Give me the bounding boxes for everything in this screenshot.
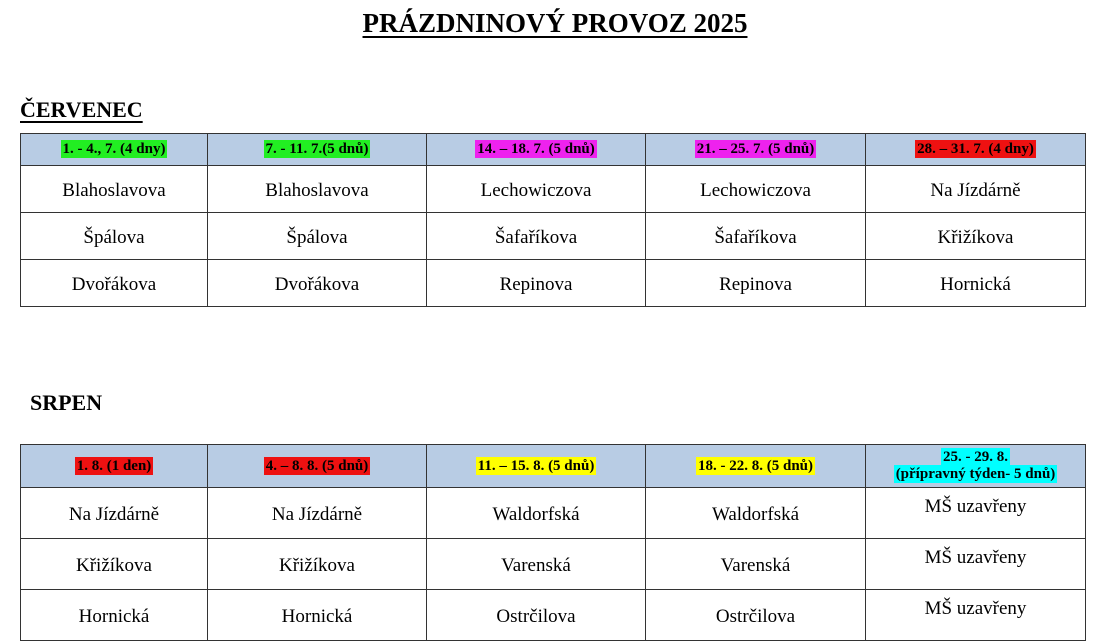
date-range-label: 18. - 22. 8. (5 dnů) xyxy=(697,457,813,474)
closed-cell: MŠ uzavřeny xyxy=(866,488,1086,539)
date-range-label: 28. – 31. 7. (4 dny) xyxy=(917,141,1034,157)
school-cell: Šafaříkova xyxy=(427,213,646,260)
school-cell: Repinova xyxy=(427,260,646,307)
school-cell: Křižíkova xyxy=(208,539,427,590)
school-cell: Křižíkova xyxy=(866,213,1086,260)
column-header xyxy=(21,445,208,488)
date-range-label: 1. - 4., 7. (4 dny) xyxy=(62,141,166,157)
school-cell: Varenská xyxy=(427,539,646,590)
school-cell: Blahoslavova xyxy=(208,166,427,213)
school-cell: Špálova xyxy=(21,213,208,260)
date-range-label: 14. – 18. 7. (5 dnů) xyxy=(477,141,595,157)
table-row xyxy=(21,488,1086,539)
school-cell: Ostrčilova xyxy=(427,590,646,641)
column-header xyxy=(427,445,646,488)
school-cell: Lechowiczova xyxy=(427,166,646,213)
table-row xyxy=(21,260,1086,307)
table-row xyxy=(21,213,1086,260)
column-header xyxy=(866,445,1086,488)
school-cell: Waldorfská xyxy=(427,488,646,539)
column-header xyxy=(21,134,208,166)
column-header xyxy=(208,445,427,488)
table-row xyxy=(21,539,1086,590)
column-header xyxy=(866,134,1086,166)
closed-cell: MŠ uzavřeny xyxy=(866,590,1086,641)
school-cell: Blahoslavova xyxy=(21,166,208,213)
date-range-label: 7. - 11. 7.(5 dnů) xyxy=(265,141,369,157)
document-title: PRÁZDNINOVÝ PROVOZ 2025 xyxy=(362,8,748,38)
closed-cell: MŠ uzavřeny xyxy=(866,539,1086,590)
table-row xyxy=(21,590,1086,641)
date-range-label: 1. 8. (1 den) xyxy=(76,457,152,474)
school-cell: Repinova xyxy=(646,260,866,307)
school-cell: Dvořákova xyxy=(208,260,427,307)
school-cell: Hornická xyxy=(866,260,1086,307)
school-cell: Křižíkova xyxy=(21,539,208,590)
date-range-label: 4. – 8. 8. (5 dnů) xyxy=(265,457,369,474)
column-header xyxy=(646,134,866,166)
school-cell: Na Jízdárně xyxy=(21,488,208,539)
school-cell: Lechowiczova xyxy=(646,166,866,213)
school-cell: Hornická xyxy=(208,590,427,641)
table-header-row xyxy=(21,445,1086,488)
school-cell: Šafaříkova xyxy=(646,213,866,260)
school-cell: Ostrčilova xyxy=(646,590,866,641)
column-header xyxy=(427,134,646,166)
table-header-row xyxy=(21,134,1086,166)
school-cell: Špálova xyxy=(208,213,427,260)
month-heading-july: ČERVENEC xyxy=(20,97,143,122)
date-range-label: 25. - 29. 8. xyxy=(943,449,1008,465)
july-schedule-table xyxy=(20,133,1086,307)
column-header xyxy=(646,445,866,488)
school-cell: Hornická xyxy=(21,590,208,641)
school-cell: Dvořákova xyxy=(21,260,208,307)
school-cell: Waldorfská xyxy=(646,488,866,539)
column-header xyxy=(208,134,427,166)
school-cell: Na Jízdárně xyxy=(866,166,1086,213)
date-range-note: (přípravný týden- 5 dnů) xyxy=(895,466,1056,482)
date-range-label: 11. – 15. 8. (5 dnů) xyxy=(477,457,595,474)
table-row xyxy=(21,166,1086,213)
date-range-label: 21. – 25. 7. (5 dnů) xyxy=(696,141,815,157)
month-heading-august: SRPEN xyxy=(30,390,103,415)
school-cell: Na Jízdárně xyxy=(208,488,427,539)
august-schedule-table xyxy=(20,444,1086,641)
school-cell: Varenská xyxy=(646,539,866,590)
